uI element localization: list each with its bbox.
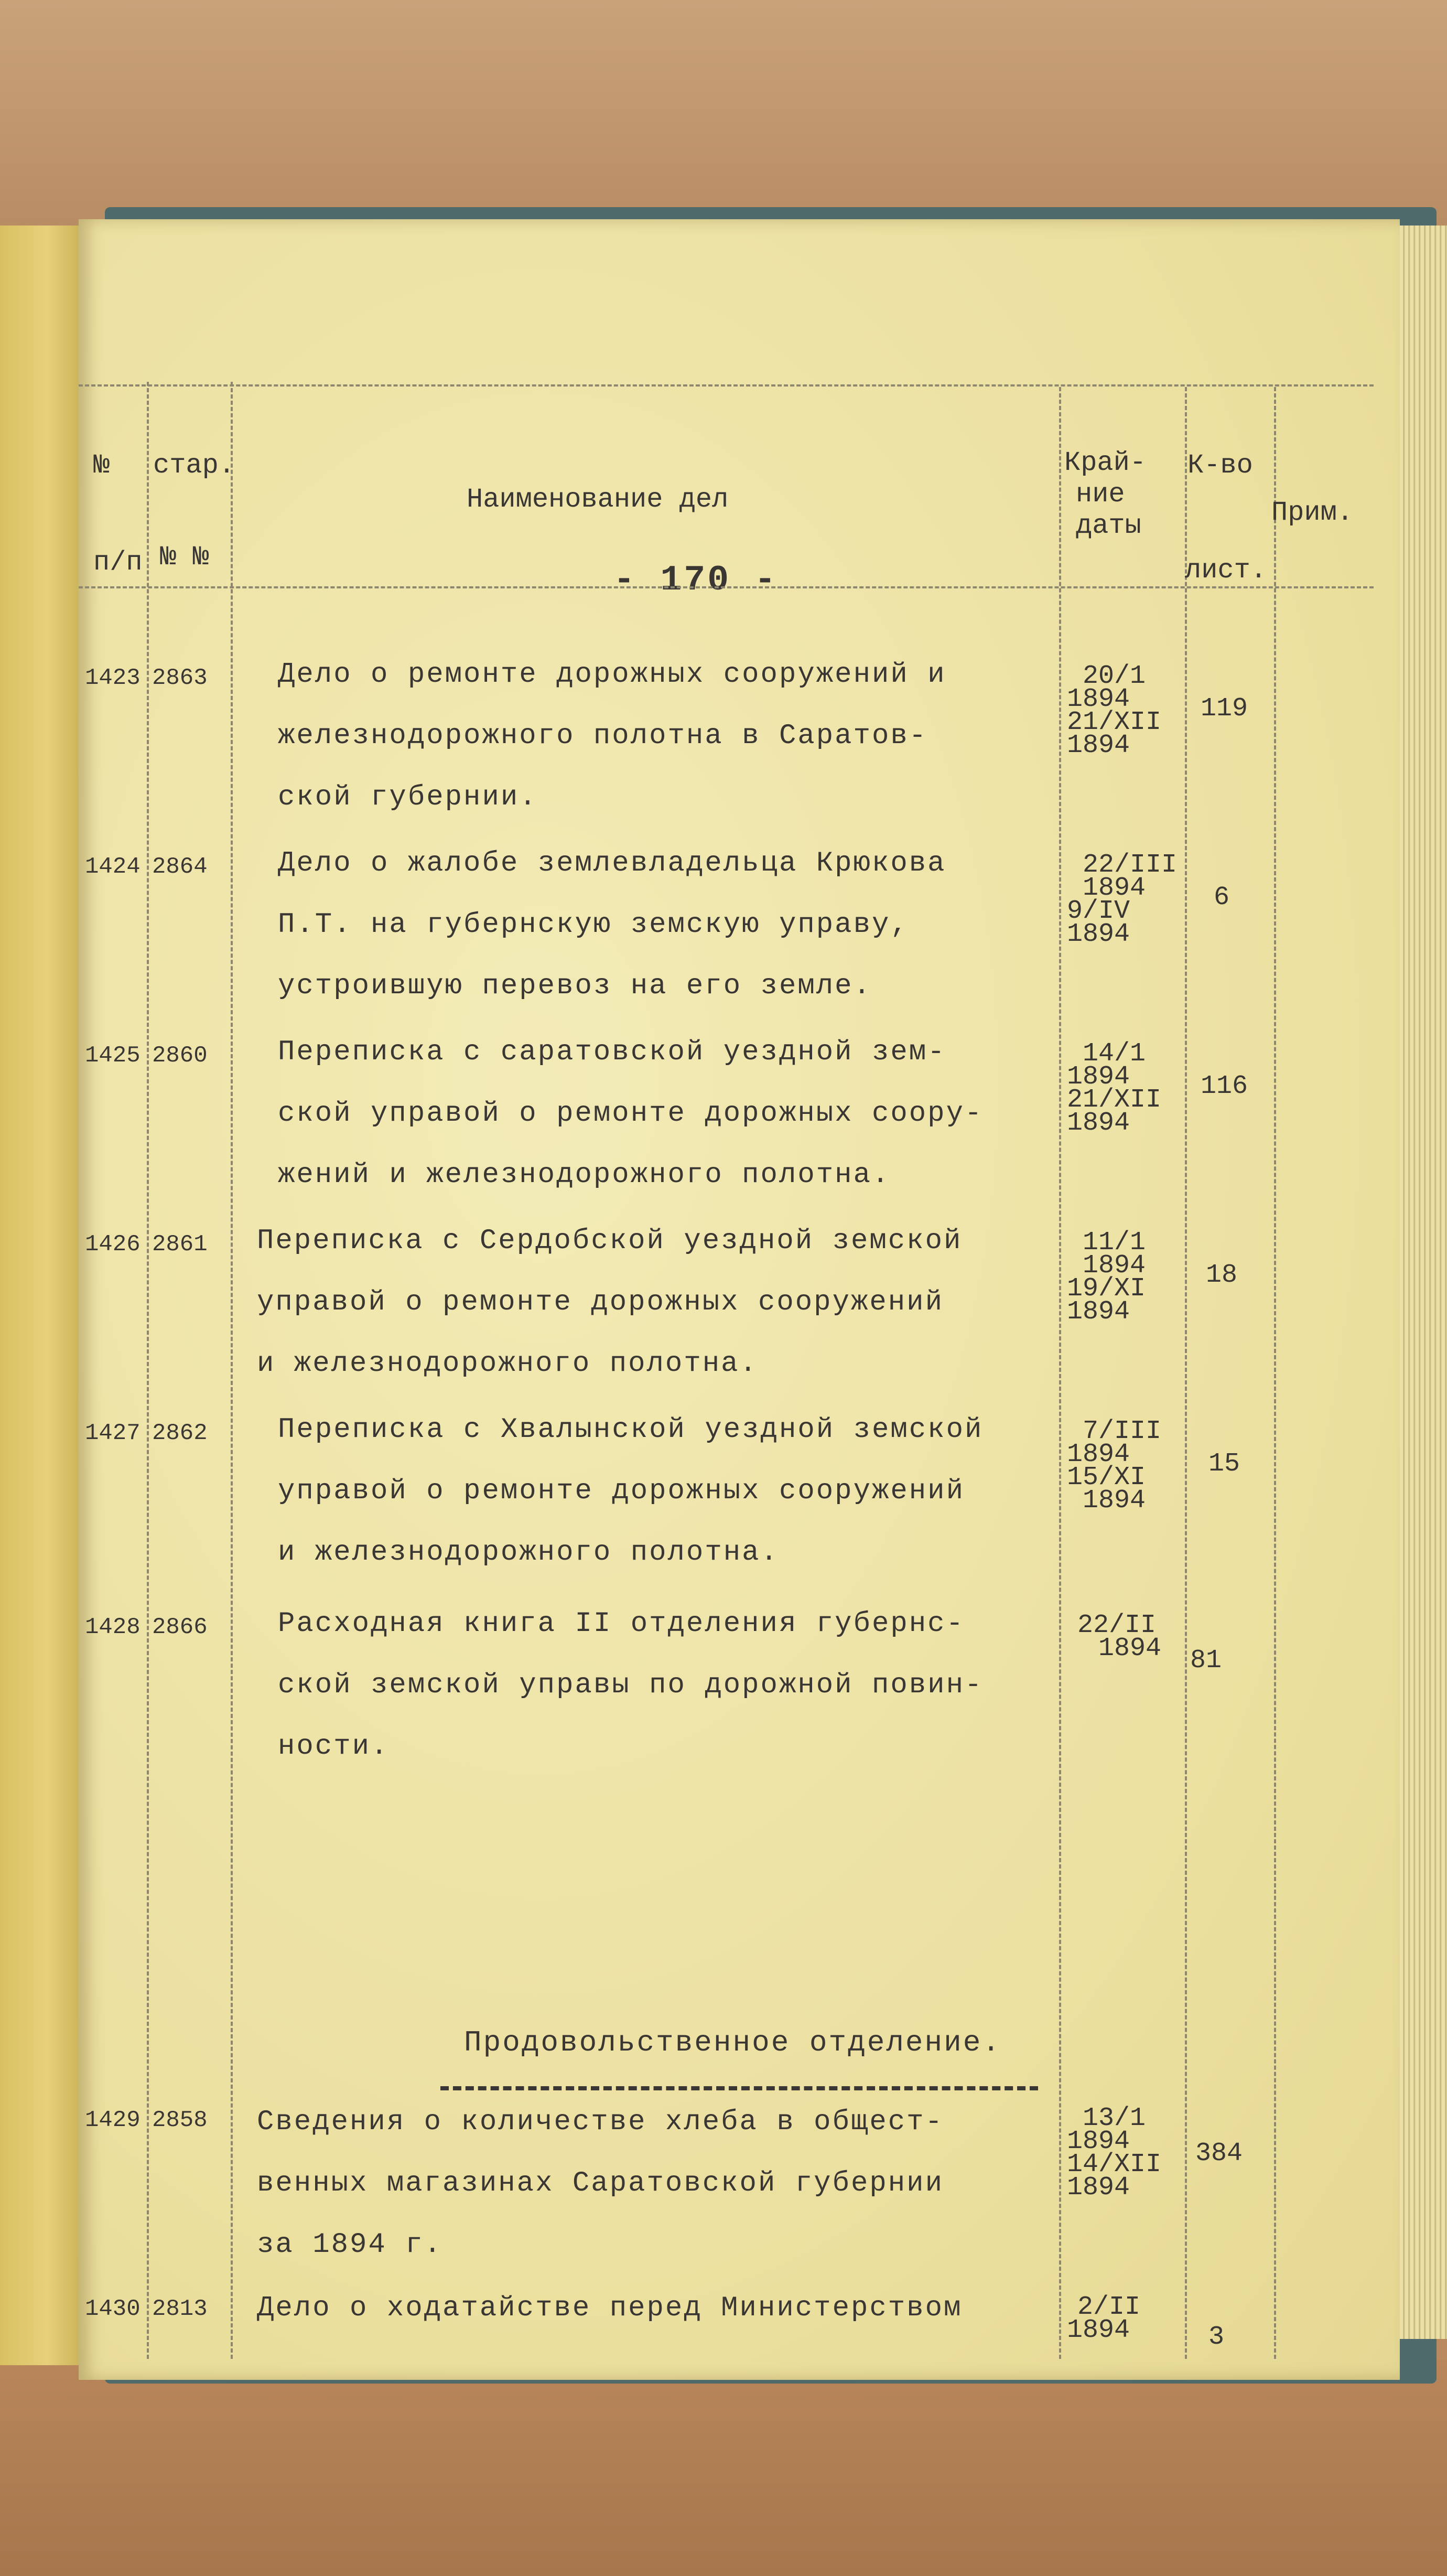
row-dates bbox=[1067, 2103, 1162, 2203]
row-date-line: 22/III bbox=[1083, 850, 1178, 880]
row-title-line: жений и железнодорожного полотна. bbox=[278, 1159, 891, 1191]
row-date-line: 1894 bbox=[1083, 873, 1146, 903]
row-title-line: и железнодорожного полотна. bbox=[278, 1537, 779, 1569]
table-top-rule bbox=[79, 384, 1374, 387]
row-sheets-count: 384 bbox=[1195, 2139, 1243, 2169]
row-dates bbox=[1067, 1416, 1162, 1516]
row-title-line: Сведения о количестве хлеба в общест- bbox=[257, 2106, 944, 2138]
document-page bbox=[79, 219, 1400, 2380]
header-dates-line: ние bbox=[1076, 479, 1125, 510]
row-sheets-count: 119 bbox=[1201, 694, 1248, 724]
desk-background-top bbox=[0, 0, 1447, 226]
row-title-line: Дело о жалобе землевладельца Крюкова bbox=[278, 847, 946, 879]
row-title bbox=[257, 1210, 1043, 1394]
row-title-line: Дело о ходатайстве перед Министерством bbox=[257, 2292, 963, 2324]
header-dates-line: Край- bbox=[1064, 447, 1147, 478]
row-date-line: 14/1 bbox=[1083, 1039, 1146, 1069]
row-dates bbox=[1067, 1228, 1146, 1327]
row-dates bbox=[1067, 850, 1178, 949]
row-title bbox=[278, 1399, 1064, 1583]
row-date-line: 1894 bbox=[1083, 1251, 1146, 1281]
row-sheets-count: 3 bbox=[1208, 2322, 1225, 2352]
row-title bbox=[278, 833, 1064, 1017]
row-date-line: 21/ХII bbox=[1067, 1085, 1162, 1115]
row-old-number: 2864 bbox=[152, 854, 208, 880]
page-stack-edge bbox=[1395, 226, 1447, 2339]
section-underline bbox=[440, 2086, 1038, 2090]
row-date-line: 2/II bbox=[1077, 2292, 1141, 2322]
row-title-line: Дело о ремонте дорожных сооружений и bbox=[278, 659, 946, 691]
row-date-line: 1894 bbox=[1083, 1486, 1146, 1516]
row-title-line: Переписка с Хвалынской уездной земской bbox=[278, 1414, 984, 1446]
left-page-edge bbox=[0, 226, 79, 2365]
row-title-line: железнодорожного полотна в Саратов- bbox=[278, 720, 928, 752]
row-title-line: П.Т. на губернскую земскую управу, bbox=[278, 909, 909, 941]
row-old-number: 2861 bbox=[152, 1231, 208, 1258]
row-title-line: ской земской управы по дорожной повин- bbox=[278, 1669, 984, 1701]
row-title bbox=[278, 1022, 1064, 1206]
row-title-line: Расходная книга II отделения губернс- bbox=[278, 1608, 965, 1640]
header-old-label: стар. bbox=[153, 450, 235, 481]
row-sheets-count: 15 bbox=[1208, 1449, 1240, 1479]
row-number: 1423 bbox=[85, 665, 141, 691]
row-dates bbox=[1067, 1039, 1162, 1138]
row-date-line: 1894 bbox=[1067, 731, 1130, 760]
column-divider bbox=[1274, 387, 1276, 2359]
row-title-line: венных магазинах Саратовской губернии bbox=[257, 2167, 944, 2199]
column-divider bbox=[1185, 387, 1187, 2359]
row-date-line: 1894 bbox=[1098, 1634, 1162, 1663]
row-number: 1427 bbox=[85, 1420, 141, 1446]
row-date-line: 14/ХII bbox=[1067, 2150, 1162, 2180]
row-title bbox=[257, 2278, 1043, 2339]
row-title-line: и железнодорожного полотна. bbox=[257, 1348, 758, 1380]
row-date-line: 1894 bbox=[1067, 1062, 1130, 1092]
row-old-number: 2866 bbox=[152, 1614, 208, 1640]
row-date-line: 1894 bbox=[1067, 684, 1130, 714]
row-number: 1424 bbox=[85, 854, 141, 880]
row-date-line: 19/ХI bbox=[1067, 1274, 1146, 1304]
row-number: 1425 bbox=[85, 1043, 141, 1069]
row-title-line: за 1894 г. bbox=[257, 2229, 443, 2261]
page-number: - 170 - bbox=[613, 560, 778, 600]
row-date-line: 21/ХII bbox=[1067, 707, 1162, 737]
row-date-line: 1894 bbox=[1067, 2173, 1130, 2203]
row-title bbox=[257, 2091, 1043, 2276]
row-old-number: 2863 bbox=[152, 665, 208, 691]
row-old-number: 2860 bbox=[152, 1043, 208, 1069]
row-date-line: 1894 bbox=[1067, 2315, 1130, 2345]
row-title-line: ской губернии. bbox=[278, 781, 538, 813]
column-divider bbox=[147, 382, 149, 2359]
row-title bbox=[278, 644, 1064, 828]
row-date-line: 7/III bbox=[1083, 1416, 1162, 1446]
row-title-line: Переписка с Сердобской уездной земской bbox=[257, 1225, 963, 1257]
row-date-line: 13/1 bbox=[1083, 2103, 1146, 2133]
row-title-line: Переписка с саратовской уездной зем- bbox=[278, 1036, 946, 1068]
row-date-line: 1894 bbox=[1067, 1440, 1130, 1469]
row-date-line: 22/II bbox=[1077, 1611, 1157, 1640]
row-date-line: 15/ХI bbox=[1067, 1463, 1146, 1493]
row-sheets-count: 116 bbox=[1201, 1071, 1248, 1101]
header-bottom-rule bbox=[79, 586, 1374, 588]
header-dates-line: даты bbox=[1076, 510, 1141, 541]
row-title-line: устроившую перевоз на его земле. bbox=[278, 970, 872, 1002]
row-date-line: 11/1 bbox=[1083, 1228, 1146, 1258]
row-number: 1426 bbox=[85, 1231, 141, 1258]
row-title-line: управой о ремонте дорожных сооружений bbox=[257, 1286, 944, 1318]
row-old-number: 2858 bbox=[152, 2107, 208, 2133]
row-title-line: управой о ремонте дорожных сооружений bbox=[278, 1475, 965, 1507]
row-number: 1430 bbox=[85, 2296, 141, 2322]
row-date-line: 1894 bbox=[1067, 1297, 1130, 1327]
row-date-line: 20/1 bbox=[1083, 661, 1146, 691]
row-old-number: 2813 bbox=[152, 2296, 208, 2322]
header-dates bbox=[1064, 447, 1146, 542]
row-dates bbox=[1067, 661, 1162, 760]
row-number: 1428 bbox=[85, 1614, 141, 1640]
row-title bbox=[278, 1593, 1064, 1777]
row-dates bbox=[1067, 2292, 1141, 2345]
header-sheets-top: К-во bbox=[1187, 450, 1253, 481]
header-num-sub: п/п bbox=[93, 547, 143, 578]
header-old-sub: № № bbox=[160, 542, 209, 573]
header-notes: Прим. bbox=[1271, 497, 1354, 528]
row-sheets-count: 18 bbox=[1206, 1260, 1238, 1290]
header-num-symbol: № bbox=[93, 450, 110, 481]
row-date-line: 1894 bbox=[1067, 1108, 1130, 1138]
header-title: Наименование дел bbox=[467, 484, 729, 515]
row-title-line: ской управой о ремонте дорожных соору- bbox=[278, 1098, 984, 1130]
row-old-number: 2862 bbox=[152, 1420, 208, 1446]
column-divider bbox=[231, 382, 233, 2359]
row-sheets-count: 6 bbox=[1214, 883, 1230, 913]
desk-background-bottom bbox=[0, 2360, 1447, 2576]
section-heading: Продовольственное отделение. bbox=[464, 2026, 1001, 2059]
row-sheets-count: 81 bbox=[1190, 1646, 1222, 1676]
row-date-line: 9/IV bbox=[1067, 896, 1130, 926]
row-title-line: ности. bbox=[278, 1731, 390, 1763]
row-date-line: 1894 bbox=[1067, 2127, 1130, 2156]
row-date-line: 1894 bbox=[1067, 919, 1130, 949]
header-sheets-bottom: лист. bbox=[1185, 555, 1267, 586]
row-dates bbox=[1067, 1611, 1162, 1663]
row-number: 1429 bbox=[85, 2107, 141, 2133]
